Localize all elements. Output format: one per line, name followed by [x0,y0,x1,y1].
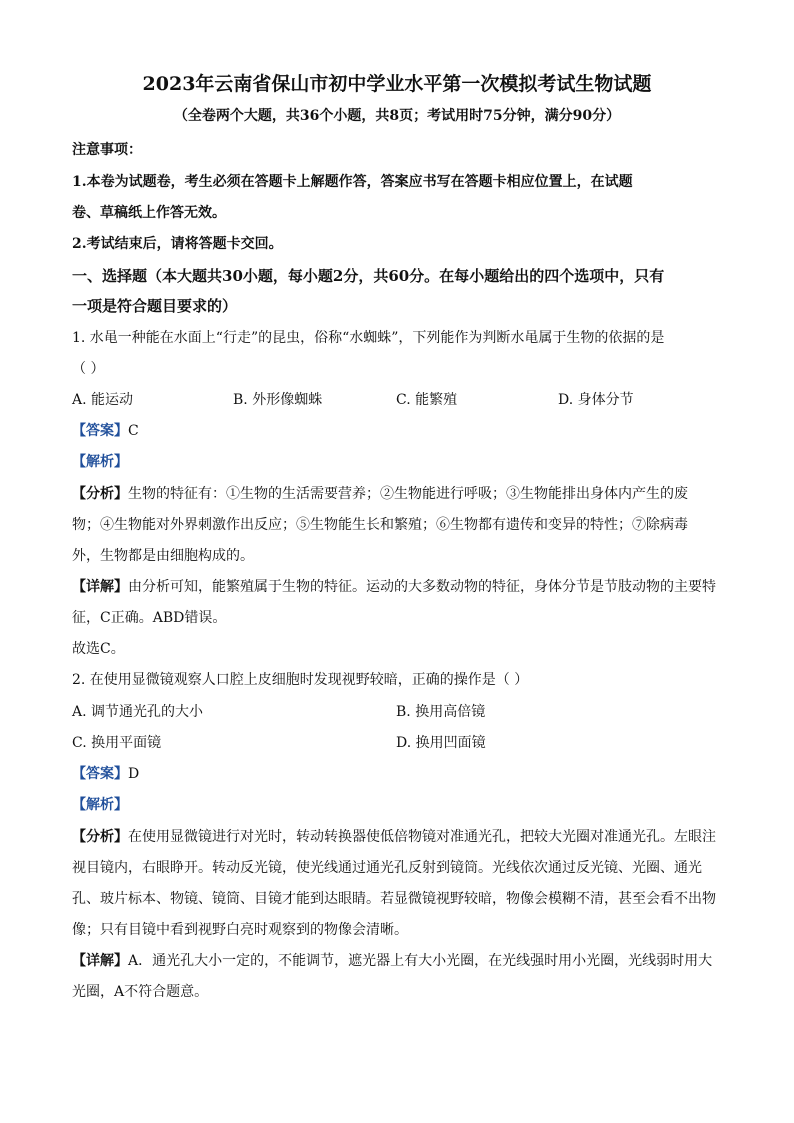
q2-analysis-tag: 【解析】 [72,797,128,813]
q2-fenxi-3: 孔、玻片标本、物镜、镜筒、目镜才能到达眼睛。若显微镜视野较暗，物像会模糊不清，甚至会看不出物 [72,891,716,907]
answer-tag: 【答案】 [72,423,128,439]
question-1-stem: 1. 水黾一种能在水面上“行走”的昆虫，俗称“水蜘蛛”，下列能作为判断水黾属于生物的依据的是 [72,330,665,346]
q1-xiangjie-text-1: 由分析可知，能繁殖属于生物的特征。运动的大多数动物的特征，身体分节是节肢动物的主要特 [128,579,716,595]
notice-item-1: 1.本卷为试题卷，考生必须在答题卡上解题作答，答案应书写在答题卡相应位置上，在试题 [72,174,633,190]
page-title: 2023年云南省保山市初中学业水平第一次模拟考试生物试题 [142,73,652,95]
section-heading: 一、选择题（本大题共30小题，每小题2分，共60分。在每小题给出的四个选项中，只有 [72,267,665,285]
q1-answer-line [72,421,139,441]
q2-fenxi-2: 视目镜内，右眼睁开。转动反光镜，使光线通过通光孔反射到镜筒。光线依次通过反光镜、光圈、通光 [72,860,702,876]
q2-answer: D [128,766,140,782]
q2-fenxi-4: 像；只有目镜中看到视野白亮时观察到的物像会清晰。 [72,922,408,938]
notice-item-2: 2.考试结束后，请将答题卡交回。 [72,236,283,252]
q1-xiangjie-3: 故选C。 [72,641,125,657]
q1-xiangjie-1 [72,577,716,597]
answer-tag: 【答案】 [72,766,128,782]
q2-xiangjie-text-1: A．通光孔大小一定的，不能调节，遮光器上有大小光圈，在光线强时用小光圈，光线弱时用大 [128,953,713,969]
q1-fenxi-2: 物；④生物能对外界刺激作出反应；⑤生物能生长和繁殖；⑥生物都有遗传和变异的特性；⑦除病毒 [72,517,688,533]
q1-answer: C [128,423,139,439]
xiangjie-tag: 【详解】 [72,953,128,969]
q1-xiangjie-2: 征，C正确。ABD错误。 [72,610,227,626]
notice-item-1-cont: 卷、草稿纸上作答无效。 [72,205,226,221]
q1-option-b: B. 外形像蜘蛛 [233,392,323,408]
fenxi-tag: 【分析】 [72,486,128,502]
q1-analysis-tag: 【解析】 [72,454,128,470]
page-subtitle: （全卷两个大题，共36个小题，共8页；考试用时75分钟，满分90分） [173,108,621,124]
q1-fenxi-1 [72,484,688,504]
q1-option-a: A. 能运动 [72,392,134,408]
q1-fenxi-3: 外，生物都是由细胞构成的。 [72,548,254,564]
q2-answer-line [72,764,139,784]
xiangjie-tag: 【详解】 [72,579,128,595]
q1-fenxi-text-1: 生物的特征有：①生物的生活需要营养；②生物能进行呼吸；③生物能排出身体内产生的废 [128,486,688,502]
q2-option-a: A. 调节通光孔的大小 [72,704,204,720]
fenxi-tag: 【分析】 [72,829,128,845]
q2-option-c: C. 换用平面镜 [72,735,162,751]
q1-option-c: C. 能繁殖 [396,392,458,408]
section-heading-cont: 一项是符合题目要求的） [72,297,238,315]
q2-option-b: B. 换用高倍镜 [396,704,486,720]
notice-heading: 注意事项： [72,142,142,158]
question-1-paren: （ ） [72,361,105,377]
q2-option-d: D. 换用凹面镜 [396,735,486,751]
q1-option-d: D. 身体分节 [558,392,634,408]
q2-xiangjie-2: 光圈，A不符合题意。 [72,984,209,1000]
question-2-stem: 2. 在使用显微镜观察人口腔上皮细胞时发现视野较暗，正确的操作是（ ） [72,672,529,688]
q2-fenxi-1 [72,827,716,847]
q2-xiangjie-1 [72,951,712,971]
q2-fenxi-text-1: 在使用显微镜进行对光时，转动转换器使低倍物镜对准通光孔，把较大光圈对准通光孔。左眼注 [128,829,716,845]
